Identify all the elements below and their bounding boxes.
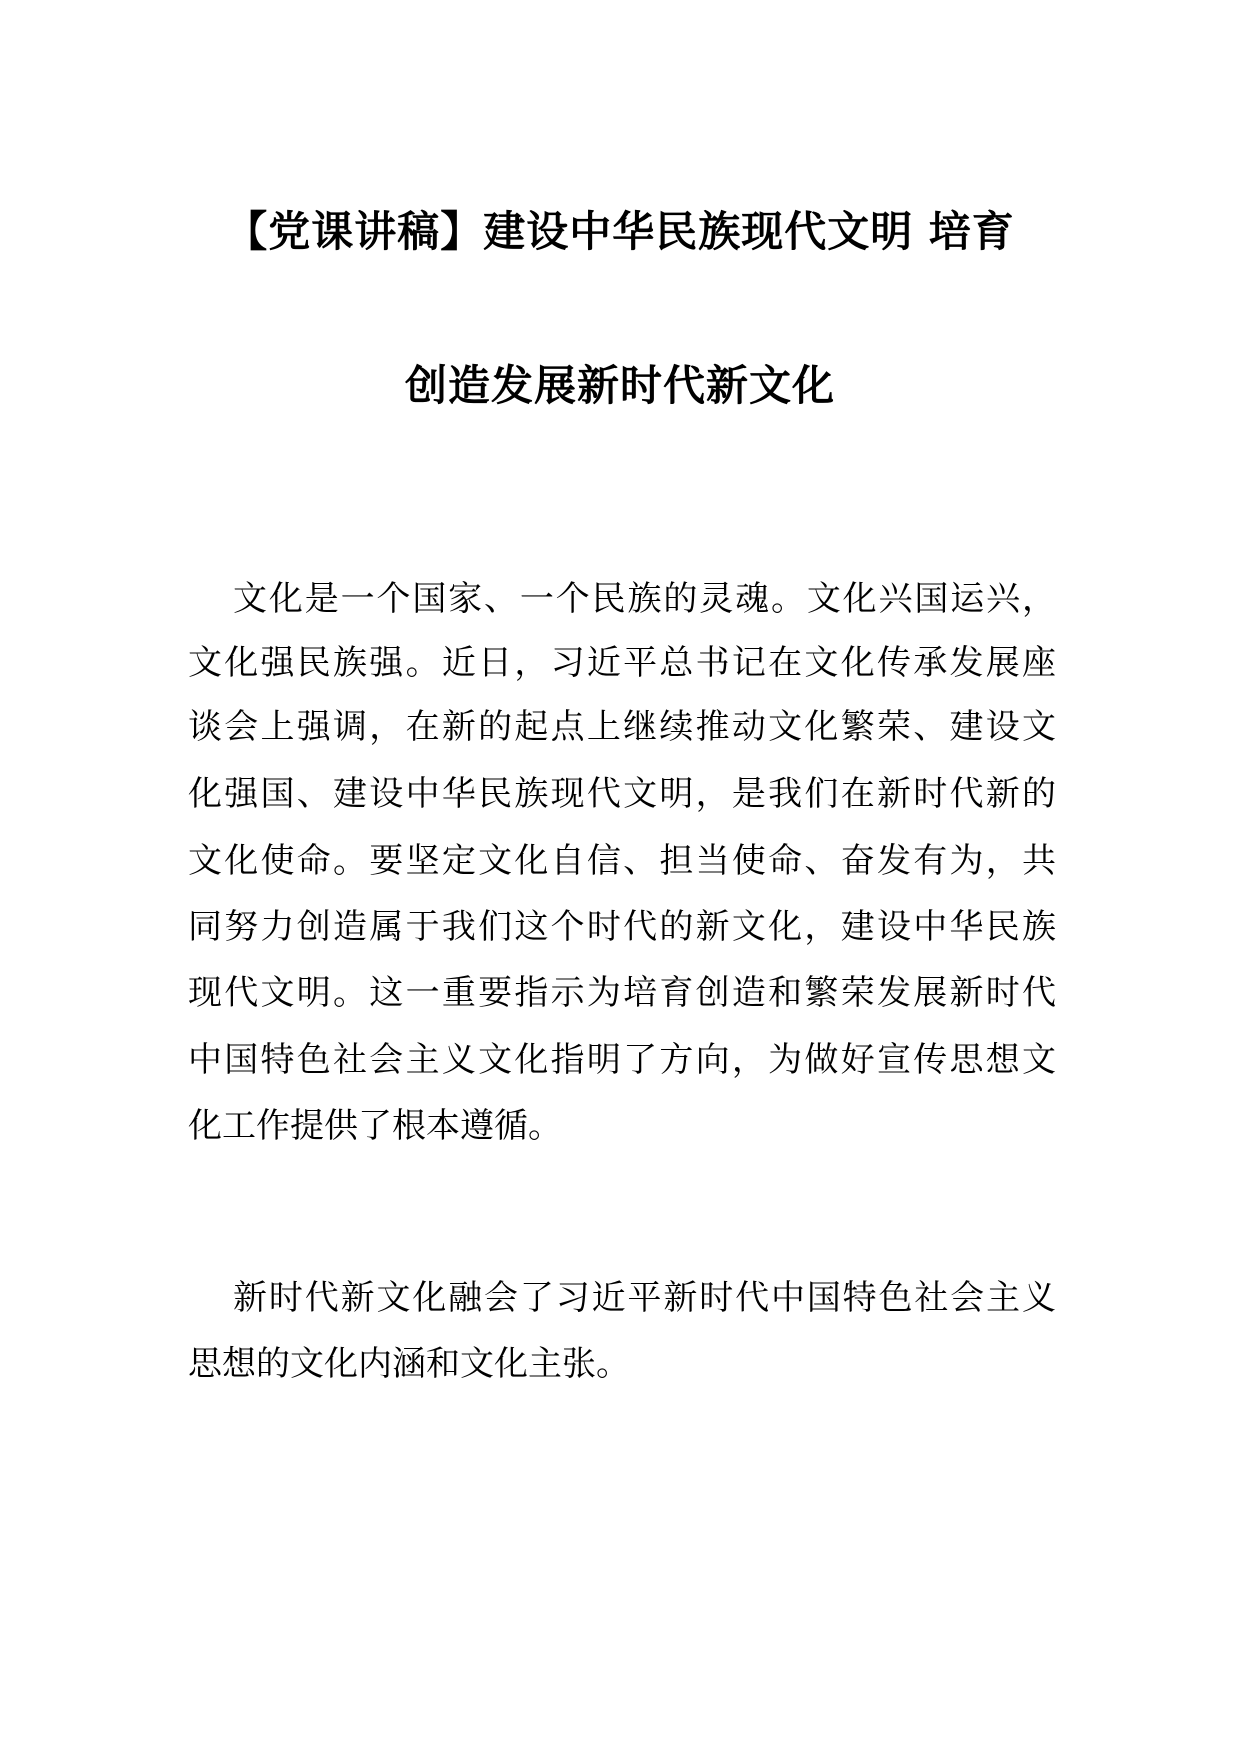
paragraph-1-line-4: 化强国、建设中华民族现代文明，是我们在新时代新的 <box>188 774 1056 814</box>
paragraph-1-line-1: 文化是一个国家、一个民族的灵魂。文化兴国运兴， <box>233 579 1056 619</box>
document-title-line-1: 【党课讲稿】建设中华民族现代文明 培育 <box>225 207 1015 256</box>
paragraph-2-line-2: 思想的文化内涵和文化主张。 <box>188 1344 630 1384</box>
paragraph-1-line-2: 文化强民族强。近日，习近平总书记在文化传承发展座 <box>188 643 1056 683</box>
document-title-line-2: 创造发展新时代新文化 <box>404 361 835 410</box>
paragraph-1-line-3: 谈会上强调，在新的起点上继续推动文化繁荣、建设文 <box>188 707 1056 747</box>
paragraph-2-line-1: 新时代新文化融会了习近平新时代中国特色社会主义 <box>233 1278 1056 1318</box>
paragraph-1-line-9: 化工作提供了根本遵循。 <box>188 1106 562 1146</box>
paragraph-1-line-7: 现代文明。这一重要指示为培育创造和繁荣发展新时代 <box>188 973 1056 1013</box>
paragraph-1-line-6: 同努力创造属于我们这个时代的新文化，建设中华民族 <box>188 907 1056 947</box>
paragraph-1-line-5: 文化使命。要坚定文化自信、担当使命、奋发有为，共 <box>188 841 1056 881</box>
paragraph-1-line-8: 中国特色社会主义文化指明了方向，为做好宣传思想文 <box>188 1040 1056 1080</box>
